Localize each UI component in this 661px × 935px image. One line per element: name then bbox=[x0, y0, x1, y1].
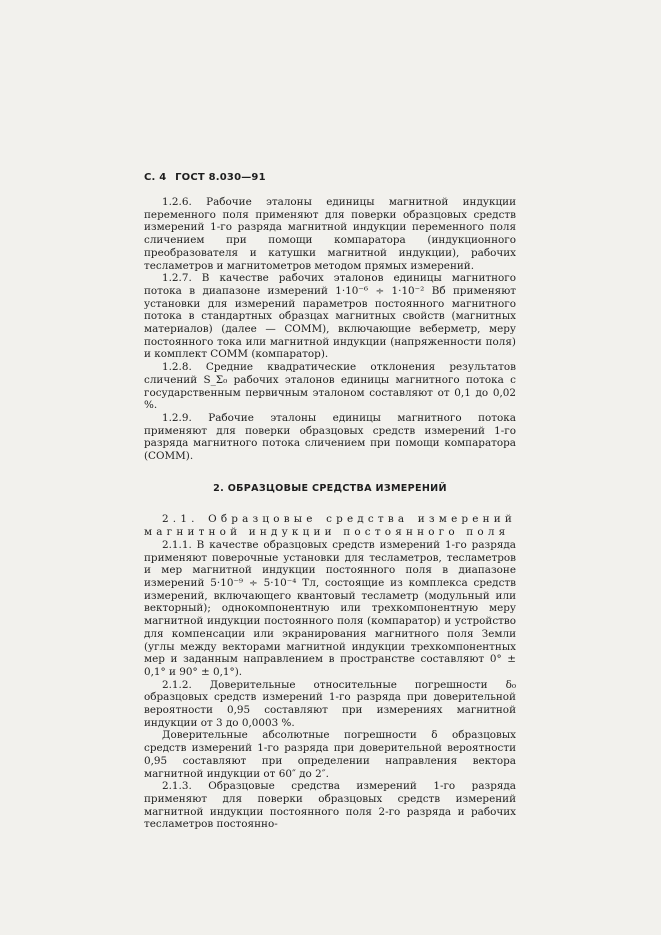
page-number: С. 4 bbox=[144, 172, 167, 183]
paragraph-1-2-8: 1.2.8. Средние квадратические отклонения результатов сличений S_Σ₀ рабочих эталонов единицы магнитного потока с государственным первичным эталоном составляют от 0,1 до 0,02 %. bbox=[144, 361, 516, 412]
paragraph-2-1-3: 2.1.3. Образцовые средства измерений 1-го разряда применяют для поверки образцовых средств измерений магнитной индукции постоянного поля 2-го разряда и рабочих тесламетров постоянно- bbox=[144, 780, 516, 831]
paragraph-1-2-7: 1.2.7. В качестве рабочих эталонов единицы магнитного потока в диапазоне измерений 1·10⁻⁶ ÷ 1·10⁻² Вб применяют установки для измерений параметров постоянного магнитного потока в стандартных образцах магнитных свойств (магнитных материалов) (далее — СОММ), включающие веберметр, меру постоянного тока или магнитной индукции (напряженности поля) и комплект СОММ (компаратор). bbox=[144, 272, 516, 361]
paragraph-2-1-2-cont: Доверительные абсолютные погрешности δ образцовых средств измерений 1-го разряда при доверительной вероятности 0,95 составляют при определении направления вектора магнитной индукции от 60″ до 2″. bbox=[144, 729, 516, 780]
standard-code: ГОСТ 8.030—91 bbox=[175, 172, 266, 183]
section-title: 2. ОБРАЗЦОВЫЕ СРЕДСТВА ИЗМЕРЕНИЙ bbox=[213, 482, 447, 494]
paragraph-1-2-6: 1.2.6. Рабочие эталоны единицы магнитной индукции переменного поля применяют для поверки образцовых средств измерений 1-го разряда магнитной индукции переменного поля сличением при помощи компаратора (индукционного преобразователя и катушки магнитной индукции), рабочих тесламетров и магнитометров методом прямых измерений. bbox=[144, 196, 516, 272]
page-header bbox=[144, 172, 266, 183]
paragraph-1-2-9: 1.2.9. Рабочие эталоны единицы магнитного потока применяют для поверки образцовых средств измерений 1-го разряда магнитного потока сличением при помощи компаратора (СОММ). bbox=[144, 411, 516, 463]
paragraph-2-1-1: 2.1.1. В качестве образцовых средств измерений 1-го разряда применяют поверочные установки для тесламетров, тесламетров и мер магнитной индукции постоянного поля в диапазоне измерений 5·10⁻⁹ ÷ 5·10⁻⁴ Тл, состоящие из комплекса средств измерений, включающего квантовый тесламетр (модульный или векторный); однокомпонентную или трехкомпонентную меру магнитной индукции постоянного поля (компаратор) и устройство для компенсации или экранирования магнитного поля Земли (углы между векторами магнитной индукции трехкомпонентных мер и заданным направлением в пространстве составляют 0° ± 0,1° и 90° ± 0,1°). bbox=[144, 538, 516, 678]
sub-heading-2-1: 2.1. Образцовые средства измерений магнитной индукции постоянного поля bbox=[144, 513, 516, 539]
paragraph-2-1-2: 2.1.2. Доверительные относительные погрешности δ₀ образцовых средств измерений 1-го разряда при доверительной вероятности 0,95 составляют при измерениях магнитной индукции от 3 до 0,0003 %. bbox=[144, 678, 516, 729]
body-text bbox=[144, 196, 516, 831]
